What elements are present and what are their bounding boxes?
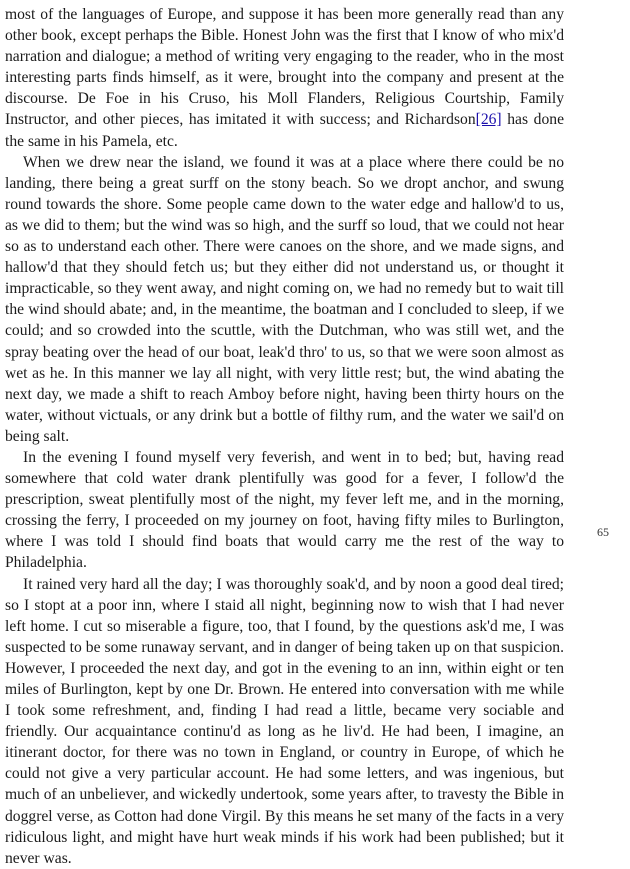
paragraph-1-text-end: has done the same in his Pamela, etc. [5,111,564,150]
paragraph-1-text-start: most of the languages of Europe, and suppose it has been more generally read than any other book, except perhaps the Bible. Honest John was the first that I know of who mix'd narration and dialogue; a method of writing very engaging to the reader, who in the most interesting parts finds himself, as it were, brought into the company and present at the discourse. De Foe in his Cruso, his Moll Flanders, Religious Courtship, Family Instructor, and other pieces, has imitated it with success; and Richardson [5,6,564,129]
paragraph-island-landing: When we drew near the island, we found it was at a place where there could be no landing, there being a great surff on the stony beach. So we dropt anchor, and swung round towards the shore. Some people came down to the water edge and hallow'd to us, as we did to them; but the wind was so high, and the surff so loud, that we could not hear so as to understand each other. There were canoes on the shore, and we made signs, and hallow'd that they should fetch us; but they either did not understand us, or thought it impracticable, so they went away, and night coming on, we had no remedy but to wait till the wind should abate; and, in the meantime, the boatman and I concluded to sleep, if we could; and so crowded into the scuttle, with the Dutchman, who was still wet, and the spray beating over the head of our boat, leak'd thro' to us, so that we were soon almost as wet as he. In this manner we lay all night, with very little rest; but, the wind abating the next day, we made a shift to reach Amboy before night, having been thirty hours on the water, without victuals, or any drink but a bottle of filthy rum, and the water we sail'd on being salt. [5,153,564,445]
paragraph-rain-journey: It rained very hard all the day; I was thoroughly soak'd, and by noon a good deal tired; so I stopt at a poor inn, where I staid all night, beginning now to wish that I had never left home. I cut so miserable a figure, too, that I found, by the questions ask'd me, I was suspected to be some runaway servant, and in danger of being taken up on that suspicion. However, I proceeded the next day, and got in the evening to an inn, within eight or ten miles of Burlington, kept by one Dr. Brown. He entered into conversation with me while I took some refreshment, and, finding I had read a little, became very sociable and friendly. Our acquaintance continu'd as long as he liv'd. He had been, I imagine, an itinerant doctor, for there was no town in England, or country in Europe, of which he could not give a very particular account. He had some letters, and was ingenious, but much of an unbeliever, and wickedly undertook, some years after, to travesty the Bible in doggrel verse, as Cotton had done Virgil. By this means he set many of the facts in a very ridiculous light, and might have hurt weak minds if his work had been published; but it never was. [5,575,564,867]
paragraph-fever: In the evening I found myself very feverish, and went in to bed; but, having read somewhere that cold water drank plentifully was good for a fever, I follow'd the prescription, sweat plentifully most of the night, my fever left me, and in the morning, crossing the ferry, I proceeded on my journey on foot, having fifty miles to Burlington, where I was told I should find boats that would carry me the rest of the way to Philadelphia. [5,448,564,572]
footnote-link-26[interactable]: [26] [475,111,502,129]
paragraph-continued [5,4,564,152]
page-number: 65 [597,525,609,539]
page-body [5,4,564,869]
